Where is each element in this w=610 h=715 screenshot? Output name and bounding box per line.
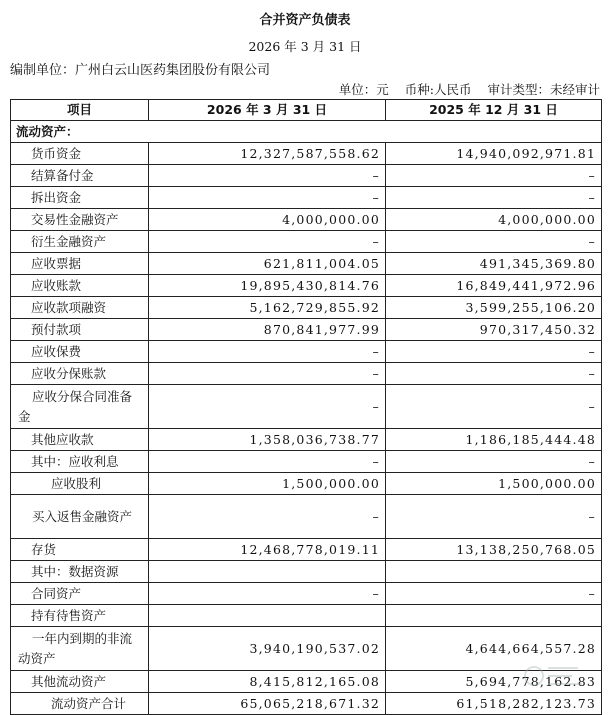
value-2025: –	[386, 385, 602, 429]
table-row	[11, 363, 602, 385]
row-label: 货币资金	[11, 143, 149, 165]
row-label: 存货	[11, 539, 149, 561]
value-2026: 8,415,812,165.08	[149, 671, 386, 693]
value-2025: 491,345,369.80	[386, 253, 602, 275]
value-2025	[386, 605, 602, 627]
value-2025: 14,940,092,971.81	[386, 143, 602, 165]
value-2025: 4,000,000.00	[386, 209, 602, 231]
value-2026: 621,811,004.05	[149, 253, 386, 275]
table-row	[11, 539, 602, 561]
row-label: 交易性金融资产	[11, 209, 149, 231]
section-row-current-assets	[11, 121, 602, 143]
table-row	[11, 605, 602, 627]
value-2025: 4,644,664,557.28	[386, 627, 602, 671]
value-2025: –	[386, 165, 602, 187]
value-2026: 12,327,587,558.62	[149, 143, 386, 165]
table-row	[11, 319, 602, 341]
table-row	[11, 385, 602, 429]
table-row	[11, 275, 602, 297]
value-2025: 3,599,255,106.20	[386, 297, 602, 319]
row-label: 买入返售金融资产	[11, 495, 149, 539]
row-label: 一年内到期的非流动资产	[11, 627, 149, 671]
audit-type-label: 审计类型：未经审计	[487, 82, 600, 97]
table-row	[11, 671, 602, 693]
value-2026: 1,500,000.00	[149, 473, 386, 495]
value-2026: –	[149, 451, 386, 473]
table-row	[11, 253, 602, 275]
row-label: 拆出资金	[11, 187, 149, 209]
value-2025: 16,849,441,972.96	[386, 275, 602, 297]
report-date: 2026 年 3 月 31 日	[248, 39, 362, 54]
currency-label: 币种:人民币	[404, 82, 472, 97]
row-label: 应收票据	[11, 253, 149, 275]
table-row	[11, 187, 602, 209]
value-2026	[149, 605, 386, 627]
row-label: 其中：数据资源	[11, 561, 149, 583]
value-2026: –	[149, 385, 386, 429]
value-2026: 19,895,430,814.76	[149, 275, 386, 297]
value-2025: –	[386, 363, 602, 385]
reporting-entity: 编制单位：广州白云山医药集团股份有限公司	[10, 63, 271, 78]
row-label: 预付款项	[11, 319, 149, 341]
row-label: 流动资产合计	[11, 693, 149, 715]
row-label: 应收分保账款	[11, 363, 149, 385]
value-2025: –	[386, 231, 602, 253]
value-2025: –	[386, 495, 602, 539]
table-row	[11, 627, 602, 671]
row-label: 结算备付金	[11, 165, 149, 187]
row-label: 其中：应收利息	[11, 451, 149, 473]
row-label: 应收账款	[11, 275, 149, 297]
table-row	[11, 429, 602, 451]
column-header-item: 项目	[11, 100, 149, 121]
value-2025: 5,694,778,162.83	[386, 671, 602, 693]
report-meta	[327, 80, 600, 98]
value-2025: –	[386, 341, 602, 363]
table-row	[11, 451, 602, 473]
row-label: 持有待售资产	[11, 605, 149, 627]
table-row	[11, 583, 602, 605]
table-row	[11, 165, 602, 187]
value-2026: 870,841,977.99	[149, 319, 386, 341]
value-2026: 5,162,729,855.92	[149, 297, 386, 319]
watermark-logo-icon	[520, 660, 590, 696]
row-label: 应收股利	[11, 473, 149, 495]
table-row	[11, 473, 602, 495]
value-2026: –	[149, 165, 386, 187]
value-2025: –	[386, 187, 602, 209]
value-2026: –	[149, 341, 386, 363]
value-2026	[149, 561, 386, 583]
value-2026: 3,940,190,537.02	[149, 627, 386, 671]
value-2026: 4,000,000.00	[149, 209, 386, 231]
section-label: 流动资产：	[11, 121, 602, 143]
value-2026: 12,468,778,019.11	[149, 539, 386, 561]
unit-label: 单位：元	[338, 82, 389, 97]
value-2025: –	[386, 451, 602, 473]
table-row	[11, 341, 602, 363]
row-label: 应收款项融资	[11, 297, 149, 319]
value-2025	[386, 561, 602, 583]
row-label: 合同资产	[11, 583, 149, 605]
table-row	[11, 209, 602, 231]
column-header-2026: 2026 年 3 月 31 日	[149, 100, 386, 121]
value-2025: 61,518,282,123.73	[386, 693, 602, 715]
value-2026: –	[149, 231, 386, 253]
table-header-row	[11, 100, 602, 121]
table-row	[11, 231, 602, 253]
row-label: 应收分保合同准备金	[11, 385, 149, 429]
value-2025: –	[386, 583, 602, 605]
row-label: 衍生金融资产	[11, 231, 149, 253]
row-label: 其他应收款	[11, 429, 149, 451]
value-2026: –	[149, 363, 386, 385]
value-2026: –	[149, 495, 386, 539]
value-2026: 65,065,218,671.32	[149, 693, 386, 715]
table-row	[11, 561, 602, 583]
value-2026: –	[149, 583, 386, 605]
value-2025: 1,186,185,444.48	[386, 429, 602, 451]
table-row	[11, 143, 602, 165]
column-header-2025: 2025 年 12 月 31 日	[386, 100, 602, 121]
value-2026: –	[149, 187, 386, 209]
balance-sheet-table	[10, 99, 602, 715]
value-2025: 970,317,450.32	[386, 319, 602, 341]
value-2025: 1,500,000.00	[386, 473, 602, 495]
report-title: 合并资产负债表	[259, 13, 351, 28]
row-label: 其他流动资产	[11, 671, 149, 693]
row-label: 应收保费	[11, 341, 149, 363]
value-2025: 13,138,250,768.05	[386, 539, 602, 561]
table-row	[11, 297, 602, 319]
value-2026: 1,358,036,738.77	[149, 429, 386, 451]
table-row	[11, 495, 602, 539]
